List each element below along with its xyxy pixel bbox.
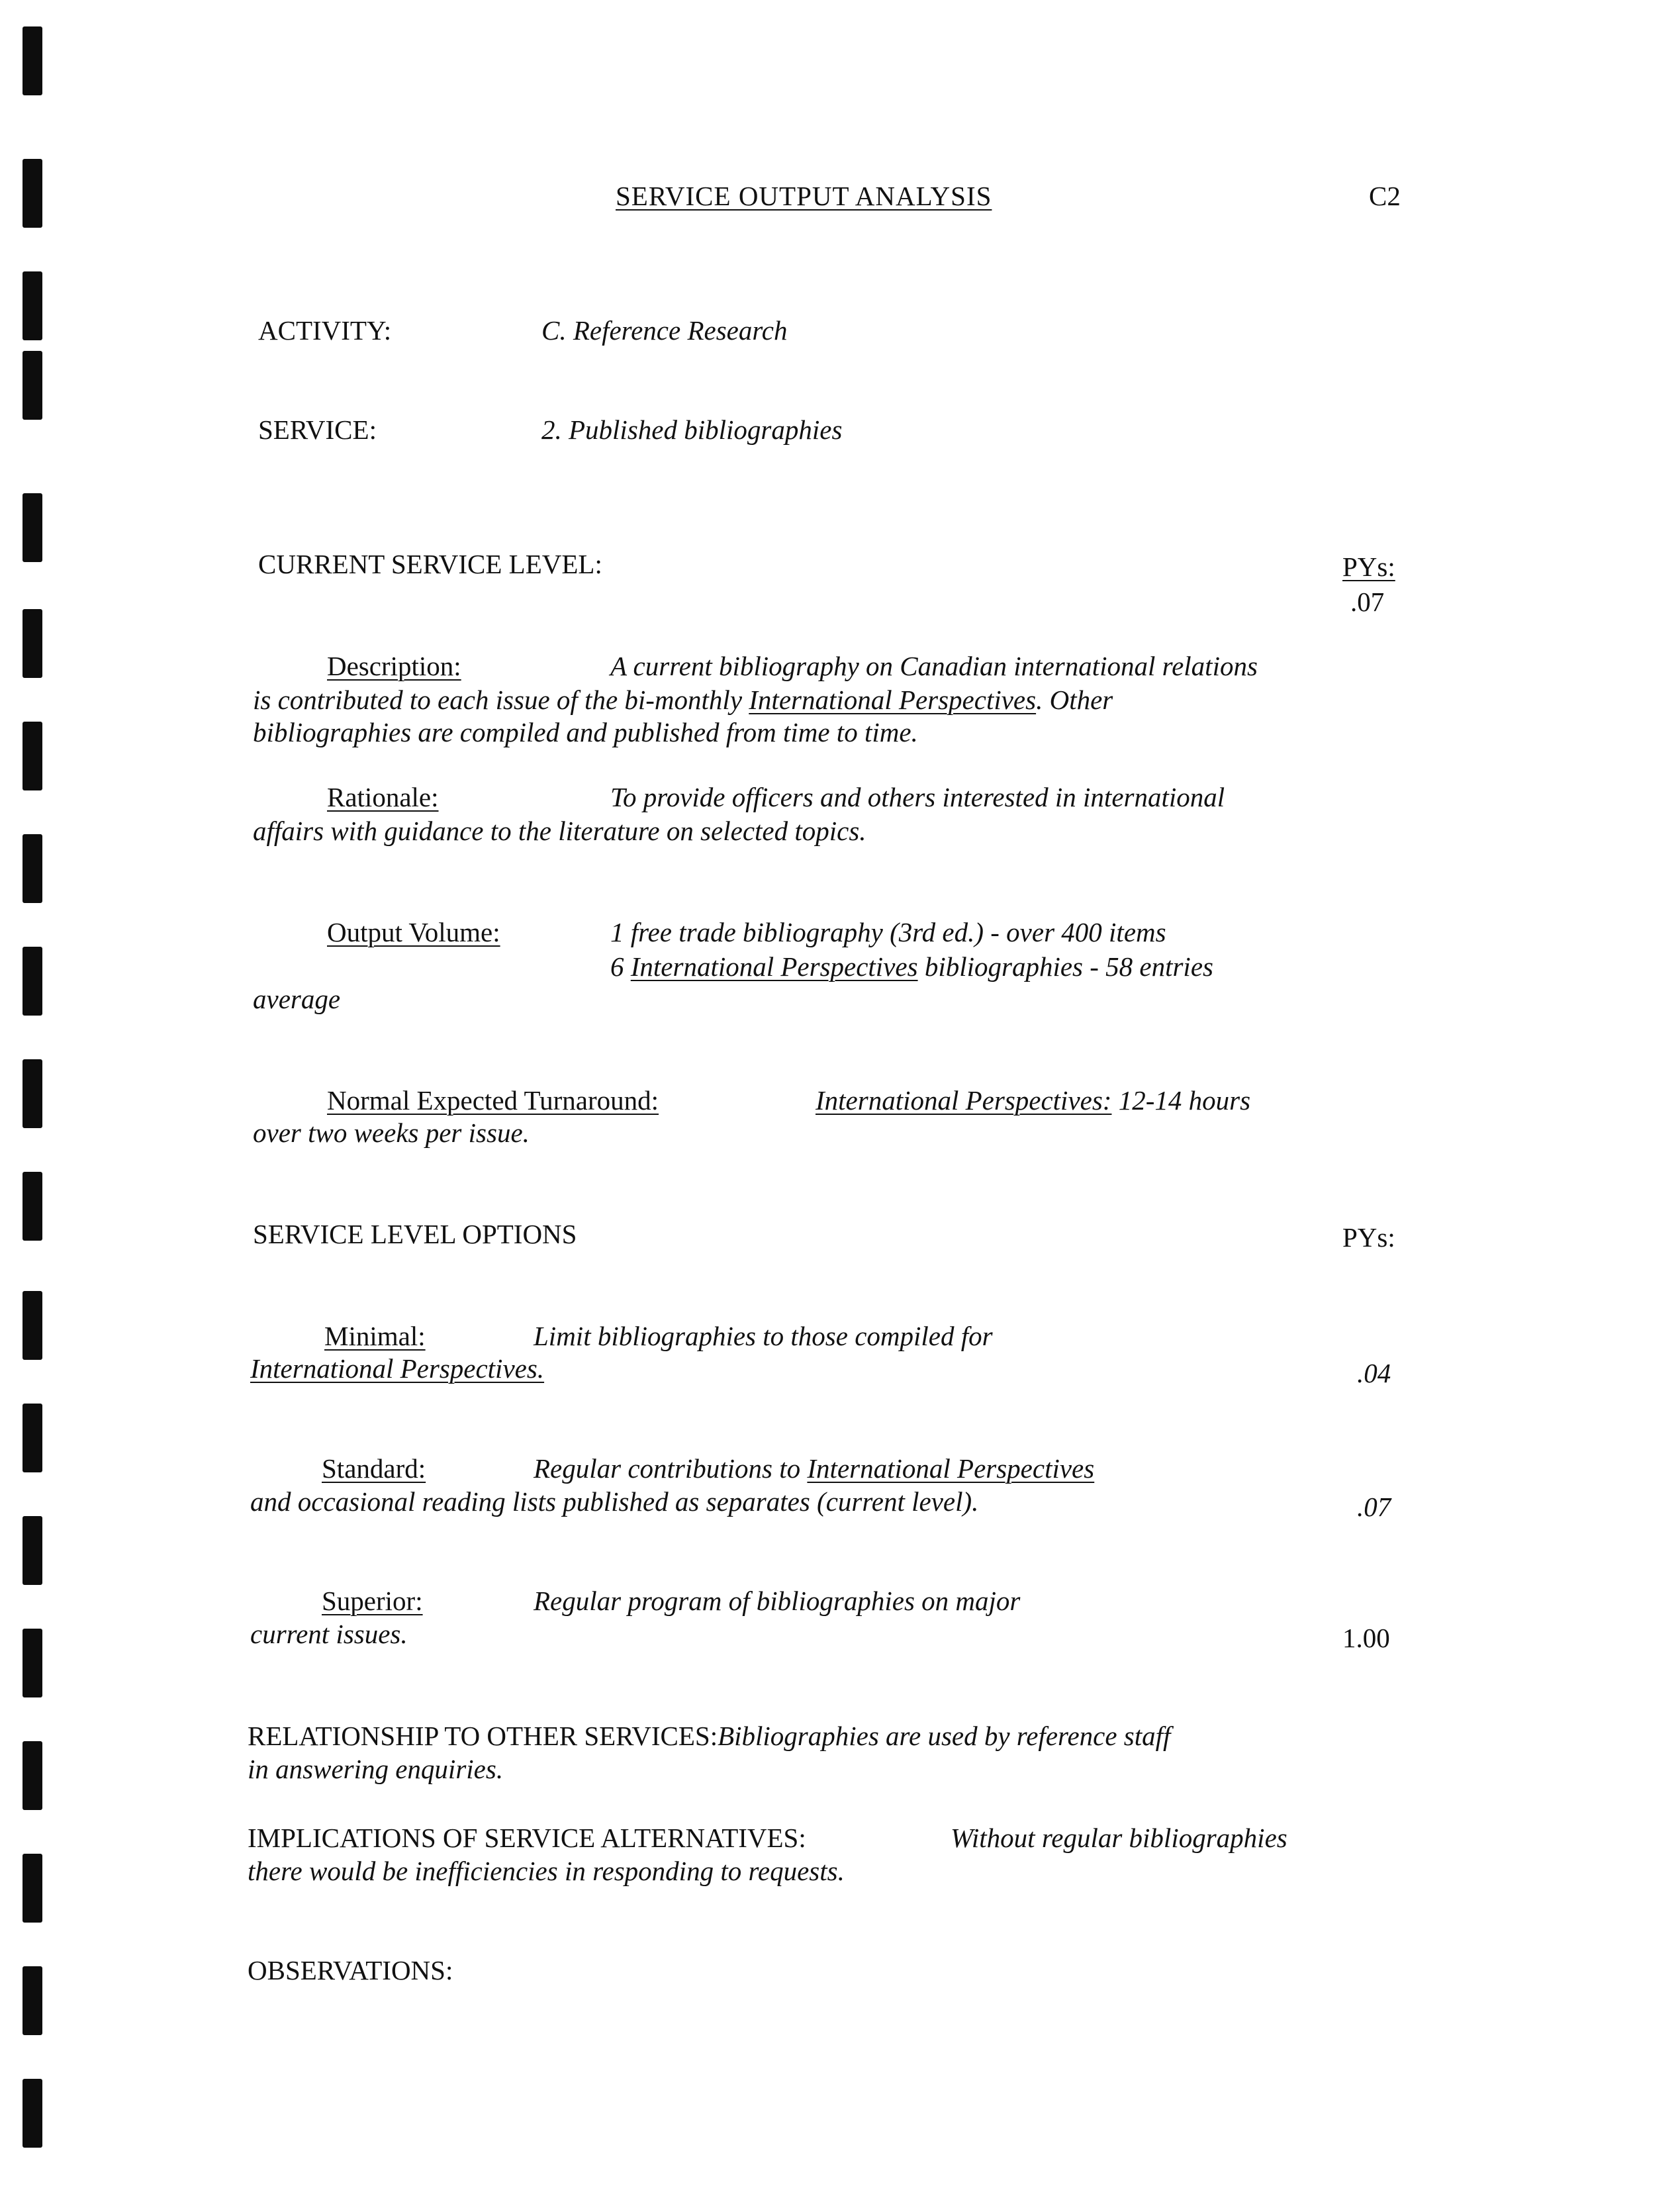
punch-hole xyxy=(23,159,42,228)
output-volume-text: bibliographies - 58 entries xyxy=(917,951,1213,982)
superior-line: Regular program of bibliographies on major xyxy=(534,1586,1021,1616)
service-value: 2. Published bibliographies xyxy=(541,414,843,445)
punch-hole xyxy=(23,1516,42,1585)
publication-title: International Perspectives: xyxy=(816,1085,1112,1116)
punch-hole xyxy=(23,271,42,340)
punch-hole xyxy=(23,1854,42,1923)
publication-title: International Perspectives xyxy=(630,951,918,982)
punch-hole xyxy=(23,834,42,903)
punch-hole xyxy=(23,947,42,1016)
standard-label: Standard: xyxy=(322,1453,426,1484)
description-line xyxy=(253,684,1113,716)
minimal-line: Limit bibliographies to those compiled for xyxy=(534,1321,993,1351)
rationale-label: Rationale: xyxy=(327,782,439,812)
output-volume-label: Output Volume: xyxy=(327,917,500,947)
implications-line: Without regular bibliographies xyxy=(951,1823,1287,1853)
punch-hole xyxy=(23,609,42,678)
page-title: SERVICE OUTPUT ANALYSIS xyxy=(616,181,992,211)
superior-pys: 1.00 xyxy=(1342,1623,1390,1653)
punch-hole xyxy=(23,1059,42,1128)
standard-line xyxy=(534,1453,1094,1484)
superior-label: Superior: xyxy=(322,1586,423,1616)
page-code: C2 xyxy=(1369,181,1401,211)
publication-title: International Perspectives xyxy=(807,1453,1095,1484)
punch-hole xyxy=(23,1404,42,1472)
output-volume-text: 6 xyxy=(610,951,631,982)
description-line: bibliographies are compiled and published from time to time. xyxy=(253,717,918,747)
activity-label: ACTIVITY: xyxy=(258,315,392,346)
rationale-line: affairs with guidance to the literature on selected topics. xyxy=(253,816,866,846)
options-pys-label: PYs: xyxy=(1342,1222,1395,1253)
description-line: A current bibliography on Canadian international relations xyxy=(610,651,1258,681)
standard-pys: .07 xyxy=(1357,1492,1391,1522)
turnaround-text: 12-14 hours xyxy=(1111,1085,1251,1116)
options-label: SERVICE LEVEL OPTIONS xyxy=(253,1219,577,1249)
turnaround-label: Normal Expected Turnaround: xyxy=(327,1085,659,1116)
relationship-text: Bibliographies are used by reference staff xyxy=(718,1721,1171,1751)
activity-value: C. Reference Research xyxy=(541,315,788,346)
turnaround-line: over two weeks per issue. xyxy=(253,1118,530,1148)
punch-hole xyxy=(23,1741,42,1810)
superior-line: current issues. xyxy=(250,1619,408,1649)
minimal-label: Minimal: xyxy=(324,1321,426,1351)
standard-text: Regular contributions to xyxy=(534,1453,808,1484)
punch-hole xyxy=(23,1629,42,1697)
relationship-line: in answering enquiries. xyxy=(248,1754,504,1784)
description-text: . Other xyxy=(1036,685,1113,715)
punch-hole xyxy=(23,1966,42,2035)
output-volume-line xyxy=(610,951,1213,982)
output-volume-line: average xyxy=(253,984,341,1014)
punch-hole xyxy=(23,722,42,790)
minimal-pys: .04 xyxy=(1357,1358,1391,1388)
output-volume-line: 1 free trade bibliography (3rd ed.) - over 400 items xyxy=(610,917,1166,947)
punch-hole xyxy=(23,1172,42,1241)
punch-hole xyxy=(23,493,42,562)
punch-hole xyxy=(23,1291,42,1360)
standard-line: and occasional reading lists published as separates (current level). xyxy=(250,1486,979,1517)
observations-label: OBSERVATIONS: xyxy=(248,1955,453,1985)
description-text: is contributed to each issue of the bi-monthly xyxy=(253,685,749,715)
rationale-line: To provide officers and others interested in international xyxy=(610,782,1225,812)
publication-title: International Perspectives xyxy=(749,685,1037,715)
implications-label: IMPLICATIONS OF SERVICE ALTERNATIVES: xyxy=(248,1823,806,1853)
relationship-label: RELATIONSHIP TO OTHER SERVICES: xyxy=(248,1721,718,1751)
service-label: SERVICE: xyxy=(258,414,377,445)
punch-hole xyxy=(23,26,42,95)
minimal-line: International Perspectives. xyxy=(250,1353,545,1384)
description-label: Description: xyxy=(327,651,461,681)
turnaround-line xyxy=(816,1084,1250,1116)
implications-line: there would be inefficiencies in responding to requests. xyxy=(248,1856,845,1886)
current-level-label: CURRENT SERVICE LEVEL: xyxy=(258,549,602,579)
relationship-line xyxy=(248,1720,1170,1752)
current-pys-value: .07 xyxy=(1350,587,1385,617)
punch-hole xyxy=(23,2079,42,2148)
punch-hole xyxy=(23,351,42,420)
current-pys-label: PYs: xyxy=(1342,551,1395,582)
